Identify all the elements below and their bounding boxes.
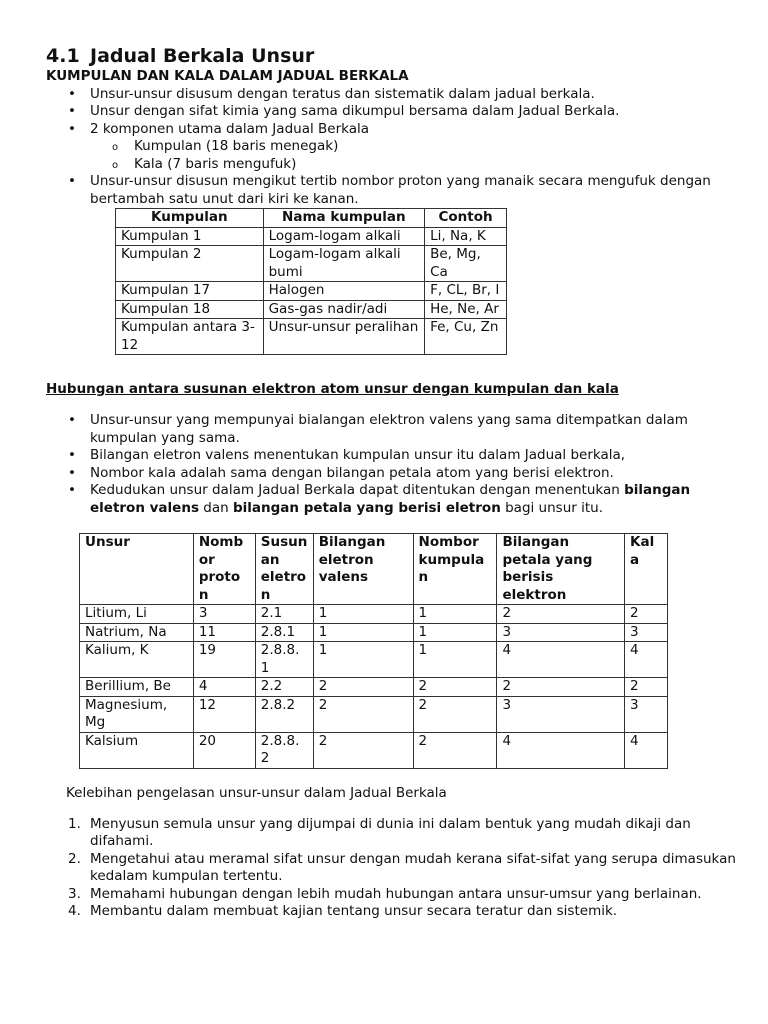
table-row bbox=[80, 678, 668, 697]
numbered-item bbox=[46, 903, 736, 921]
item-number: 4. bbox=[68, 903, 81, 919]
table-cell: Logam-logam alkali bumi bbox=[263, 246, 425, 282]
table-row bbox=[80, 732, 668, 768]
table-cell: Be, Mg, Ca bbox=[425, 246, 507, 282]
table-cell: 2.8.8. 2 bbox=[255, 732, 313, 768]
table-cell: 3 bbox=[193, 605, 255, 624]
table-cell: Litium, Li bbox=[80, 605, 194, 624]
table-cell: Halogen bbox=[263, 282, 425, 301]
table-cell: 1 bbox=[313, 642, 413, 678]
numbered-item bbox=[46, 851, 736, 886]
table-cell: Kumpulan antara 3-12 bbox=[116, 319, 264, 355]
table-header-cell: Contoh bbox=[425, 209, 507, 228]
table-cell: Fe, Cu, Zn bbox=[425, 319, 507, 355]
table-cell: 2 bbox=[313, 678, 413, 697]
table-cell: 2.8.2 bbox=[255, 696, 313, 732]
text-run: Kedudukan unsur dalam Jadual Berkala dapat ditentukan dengan menentukan bbox=[90, 482, 625, 498]
table-cell: 3 bbox=[497, 623, 625, 642]
table-cell: 4 bbox=[625, 642, 668, 678]
table-cell: 11 bbox=[193, 623, 255, 642]
table-cell: 2.2 bbox=[255, 678, 313, 697]
list-item bbox=[46, 482, 736, 517]
table-cell: 12 bbox=[193, 696, 255, 732]
table-cell: Kumpulan 18 bbox=[116, 300, 264, 319]
table-cell: 3 bbox=[497, 696, 625, 732]
table-row bbox=[80, 605, 668, 624]
table-cell: Kumpulan 1 bbox=[116, 227, 264, 246]
elements-table bbox=[79, 533, 668, 769]
table-row bbox=[80, 642, 668, 678]
subheading: KUMPULAN DAN KALA DALAM JADUAL BERKALA bbox=[46, 68, 409, 84]
table-cell: 3 bbox=[625, 623, 668, 642]
table-header-cell: Unsur bbox=[80, 534, 194, 605]
list-item: • Unsur-unsur disusum dengan teratus dan sistematik dalam jadual berkala. bbox=[46, 86, 736, 104]
table-cell: 20 bbox=[193, 732, 255, 768]
list-item: • Unsur-unsur yang mempunyai bialangan elektron valens yang sama ditempatkan dalam kumpulan yang sama. bbox=[46, 412, 736, 447]
table-cell: 2 bbox=[625, 678, 668, 697]
table-header-cell: Kal a bbox=[625, 534, 668, 605]
table-cell: 19 bbox=[193, 642, 255, 678]
table-cell: 2 bbox=[413, 696, 497, 732]
bold-text: bilangan petala yang berisi eletron bbox=[232, 499, 501, 516]
table-cell: He, Ne, Ar bbox=[425, 300, 507, 319]
bold-text: bilangan eletron valens bbox=[90, 482, 691, 516]
table-cell: 2 bbox=[497, 678, 625, 697]
table-cell: Kumpulan 2 bbox=[116, 246, 264, 282]
table-row bbox=[80, 696, 668, 732]
table-cell: 2 bbox=[625, 605, 668, 624]
page-title bbox=[46, 44, 736, 68]
table-header-cell: Nomb or proto n bbox=[193, 534, 255, 605]
document-page bbox=[46, 44, 736, 921]
table-cell: 1 bbox=[313, 605, 413, 624]
table-cell: 2.8.1 bbox=[255, 623, 313, 642]
item-text: Membantu dalam membuat kajian tentang unsur secara teratur dan sistemik. bbox=[90, 903, 618, 919]
table-cell: Unsur-unsur peralihan bbox=[263, 319, 425, 355]
sub-list-item: o Kumpulan (18 baris menegak) bbox=[90, 138, 736, 156]
table-cell: 4 bbox=[497, 732, 625, 768]
table-cell: Li, Na, K bbox=[425, 227, 507, 246]
list-intro: Kelebihan pengelasan unsur-unsur dalam Jadual Berkala bbox=[66, 784, 447, 801]
numbered-item bbox=[46, 816, 736, 851]
table-cell: 2 bbox=[497, 605, 625, 624]
table-cell: 1 bbox=[413, 605, 497, 624]
table-cell: 2 bbox=[413, 678, 497, 697]
table-row bbox=[116, 282, 507, 301]
bullet-list-1 bbox=[46, 86, 736, 209]
numbered-item bbox=[46, 886, 736, 904]
table-row bbox=[116, 227, 507, 246]
table-header-cell: Nombor kumpula n bbox=[413, 534, 497, 605]
list-item: • Nombor kala adalah sama dengan bilangan petala atom yang berisi elektron. bbox=[46, 465, 736, 483]
item-number: 2. bbox=[68, 850, 81, 867]
table-cell: Berillium, Be bbox=[80, 678, 194, 697]
kumpulan-table bbox=[115, 208, 507, 355]
table-cell: Gas-gas nadir/adi bbox=[263, 300, 425, 319]
table-cell: 1 bbox=[413, 642, 497, 678]
table-header-cell: Nama kumpulan bbox=[263, 209, 425, 228]
table-cell: 2 bbox=[413, 732, 497, 768]
table-cell: 2 bbox=[313, 732, 413, 768]
table-cell: 4 bbox=[625, 732, 668, 768]
table-cell: Logam-logam alkali bbox=[263, 227, 425, 246]
table-cell: 2 bbox=[313, 696, 413, 732]
list-item bbox=[46, 121, 736, 174]
item-number: 3. bbox=[68, 885, 81, 902]
sub-bullet-list bbox=[90, 138, 736, 173]
item-text: Mengetahui atau meramal sifat unsur dengan mudah kerana sifat-sifat yang serupa dimasukan kedalam kumpulan tertentu. bbox=[90, 850, 736, 884]
table-cell: Kalium, K bbox=[80, 642, 194, 678]
item-text: Memahami hubungan dengan lebih mudah hubungan antara unsur-umsur yang berlainan. bbox=[90, 885, 702, 902]
table-header-cell: Bilangan eletron valens bbox=[313, 534, 413, 605]
table-row bbox=[80, 623, 668, 642]
table-row bbox=[116, 246, 507, 282]
table-cell: 1 bbox=[413, 623, 497, 642]
table-header-cell: Bilangan petala yang berisis elektron bbox=[497, 534, 625, 605]
item-number: 1. bbox=[68, 815, 81, 832]
sub-list-item: o Kala (7 baris mengufuk) bbox=[90, 156, 736, 174]
table-row bbox=[116, 300, 507, 319]
item-text: Menyusun semula unsur yang dijumpai di dunia ini dalam bentuk yang mudah dikaji dan difahami. bbox=[90, 815, 691, 849]
section-title: Jadual Berkala Unsur bbox=[90, 45, 315, 67]
table-cell: Kumpulan 17 bbox=[116, 282, 264, 301]
table-cell: 4 bbox=[497, 642, 625, 678]
text-run: dan bbox=[198, 499, 233, 516]
table-cell: 4 bbox=[193, 678, 255, 697]
table-cell: 2.8.8. 1 bbox=[255, 642, 313, 678]
table-cell: 1 bbox=[313, 623, 413, 642]
list-item-text: 2 komponen utama dalam Jadual Berkala bbox=[90, 120, 369, 137]
list-item: • Unsur-unsur disusun mengikut tertib nombor proton yang manaik secara mengufuk dengan bertambah satu unut dari kiri ke kanan. bbox=[46, 173, 736, 208]
numbered-list bbox=[46, 816, 736, 921]
table-header-cell: Susun an eletro n bbox=[255, 534, 313, 605]
table-cell: Natrium, Na bbox=[80, 623, 194, 642]
bullet-list-2 bbox=[46, 412, 736, 517]
list-item: • Bilangan eletron valens menentukan kumpulan unsur itu dalam Jadual berkala, bbox=[46, 447, 736, 465]
table-cell: 3 bbox=[625, 696, 668, 732]
table-cell: F, CL, Br, I bbox=[425, 282, 507, 301]
table-row bbox=[116, 319, 507, 355]
table-header-row bbox=[80, 534, 668, 605]
table-header-row bbox=[116, 209, 507, 228]
table-cell: Kalsium bbox=[80, 732, 194, 768]
section-number: 4.1 bbox=[46, 45, 80, 67]
table-header-cell: Kumpulan bbox=[116, 209, 264, 228]
section-heading: Hubungan antara susunan elektron atom unsur dengan kumpulan dan kala bbox=[46, 381, 619, 397]
table-cell: 2.1 bbox=[255, 605, 313, 624]
list-item: • Unsur dengan sifat kimia yang sama dikumpul bersama dalam Jadual Berkala. bbox=[46, 103, 736, 121]
table-cell: Magnesium, Mg bbox=[80, 696, 194, 732]
text-run: bagi unsur itu. bbox=[500, 499, 603, 516]
